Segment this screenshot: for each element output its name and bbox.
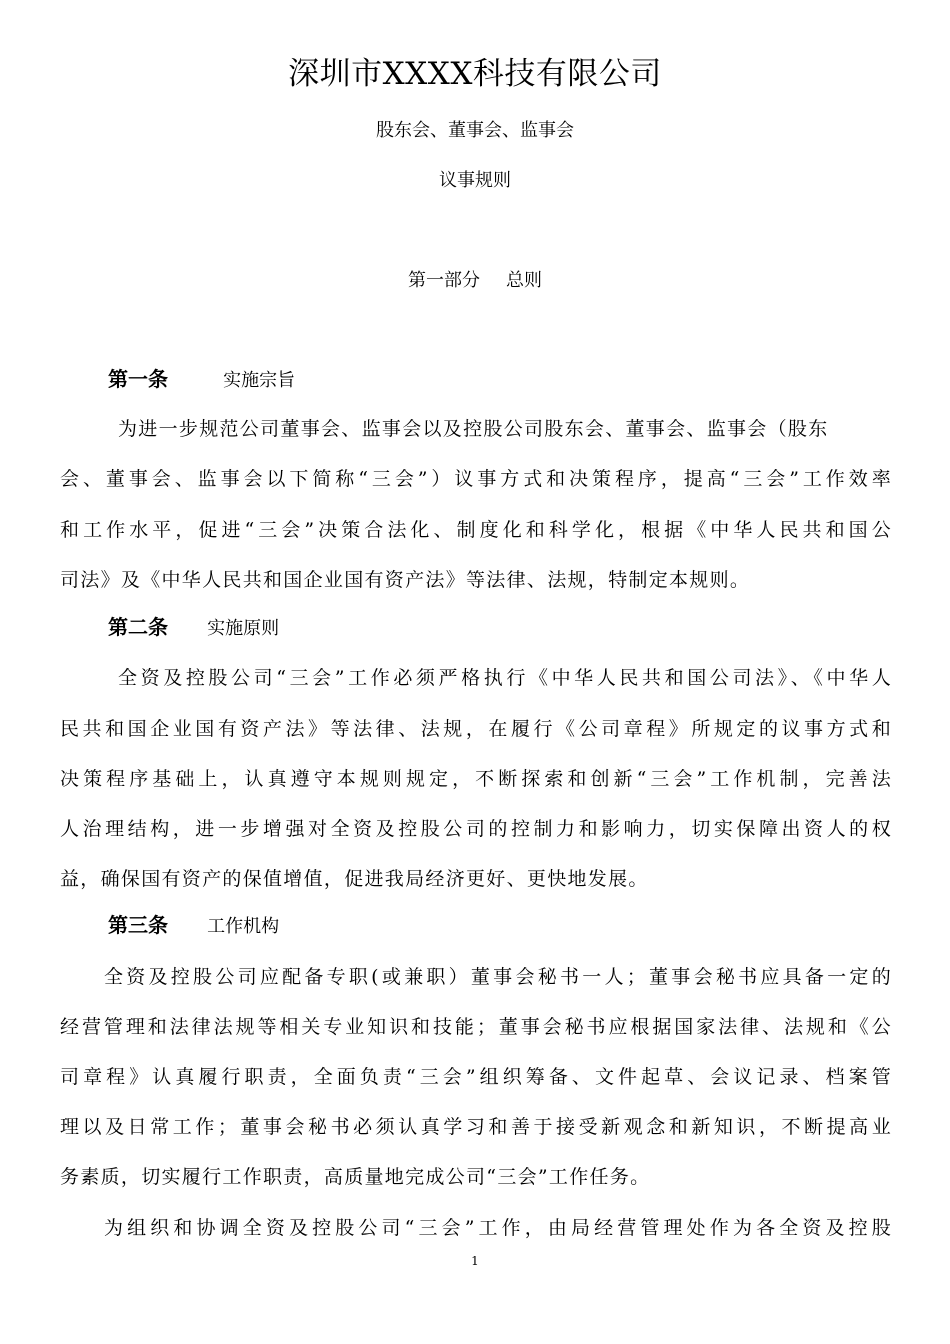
- article-3-line: 全资及控股公司应配备专职(或兼职）董事会秘书一人；董事会秘书应具备一定的: [104, 966, 892, 988]
- article-name: 工作机构: [207, 916, 280, 937]
- article-3-line: 为组织和协调全资及控股公司“三会”工作，由局经营管理处作为各全资及控股: [104, 1217, 892, 1239]
- document-subtitle-line1: 股东会、董事会、监事会: [376, 120, 574, 141]
- article-2-line: 民共和国企业国有资产法》等法律、法规，在履行《公司章程》所规定的议事方式和: [60, 718, 892, 740]
- part-label: 第一部分: [408, 270, 480, 291]
- part-heading: [0, 266, 950, 292]
- article-1-line: 为进一步规范公司董事会、监事会以及控股公司股东会、董事会、监事会（股东: [118, 418, 829, 440]
- article-3-line: 务素质，切实履行工作职责，高质量地完成公司“三会”工作任务。: [60, 1166, 651, 1188]
- article-3-line: 经营管理和法律法规等相关专业知识和技能；董事会秘书应根据国家法律、法规和《公: [60, 1016, 892, 1038]
- article-3-line: 理以及日常工作；董事会秘书必须认真学习和善于接受新观念和新知识，不断提高业: [60, 1116, 892, 1138]
- article-1-line: 司法》及《中华人民共和国企业国有资产法》等法律、法规，特制定本规则。: [60, 569, 751, 591]
- article-3-line: 司章程》认真履行职责，全面负责“三会”组织筹备、文件起草、会议记录、档案管: [60, 1066, 892, 1088]
- article-number: 第二条: [108, 615, 168, 639]
- article-2-line: 益，确保国有资产的保值增值，促进我局经济更好、更快地发展。: [60, 868, 649, 890]
- article-name: 实施原则: [207, 618, 280, 639]
- article-2-line: 全资及控股公司“三会”工作必须严格执行《中华人民共和国公司法》、《中华人: [118, 667, 892, 689]
- part-name: 总则: [506, 270, 542, 291]
- article-name: 实施宗旨: [223, 370, 296, 391]
- article-2-heading: [108, 611, 279, 640]
- article-3-heading: [108, 909, 279, 938]
- article-2-line: 人治理结构，进一步增强对全资及控股公司的控制力和影响力，切实保障出资人的权: [60, 818, 892, 840]
- document-subtitle-line2: 议事规则: [439, 170, 511, 191]
- article-1-line: 和工作水平，促进“三会”决策合法化、制度化和科学化，根据《中华人民共和国公: [60, 519, 892, 541]
- page-number: 1: [471, 1254, 479, 1268]
- article-number: 第三条: [108, 913, 168, 937]
- article-1-heading: [108, 363, 295, 392]
- article-number: 第一条: [108, 367, 168, 391]
- article-1-line: 会、董事会、监事会以下简称“三会”）议事方式和决策程序，提高“三会”工作效率: [60, 468, 892, 490]
- article-2-line: 决策程序基础上，认真遵守本规则规定，不断探索和创新“三会”工作机制，完善法: [60, 768, 892, 790]
- document-title: 深圳市XXXX科技有限公司: [288, 56, 662, 92]
